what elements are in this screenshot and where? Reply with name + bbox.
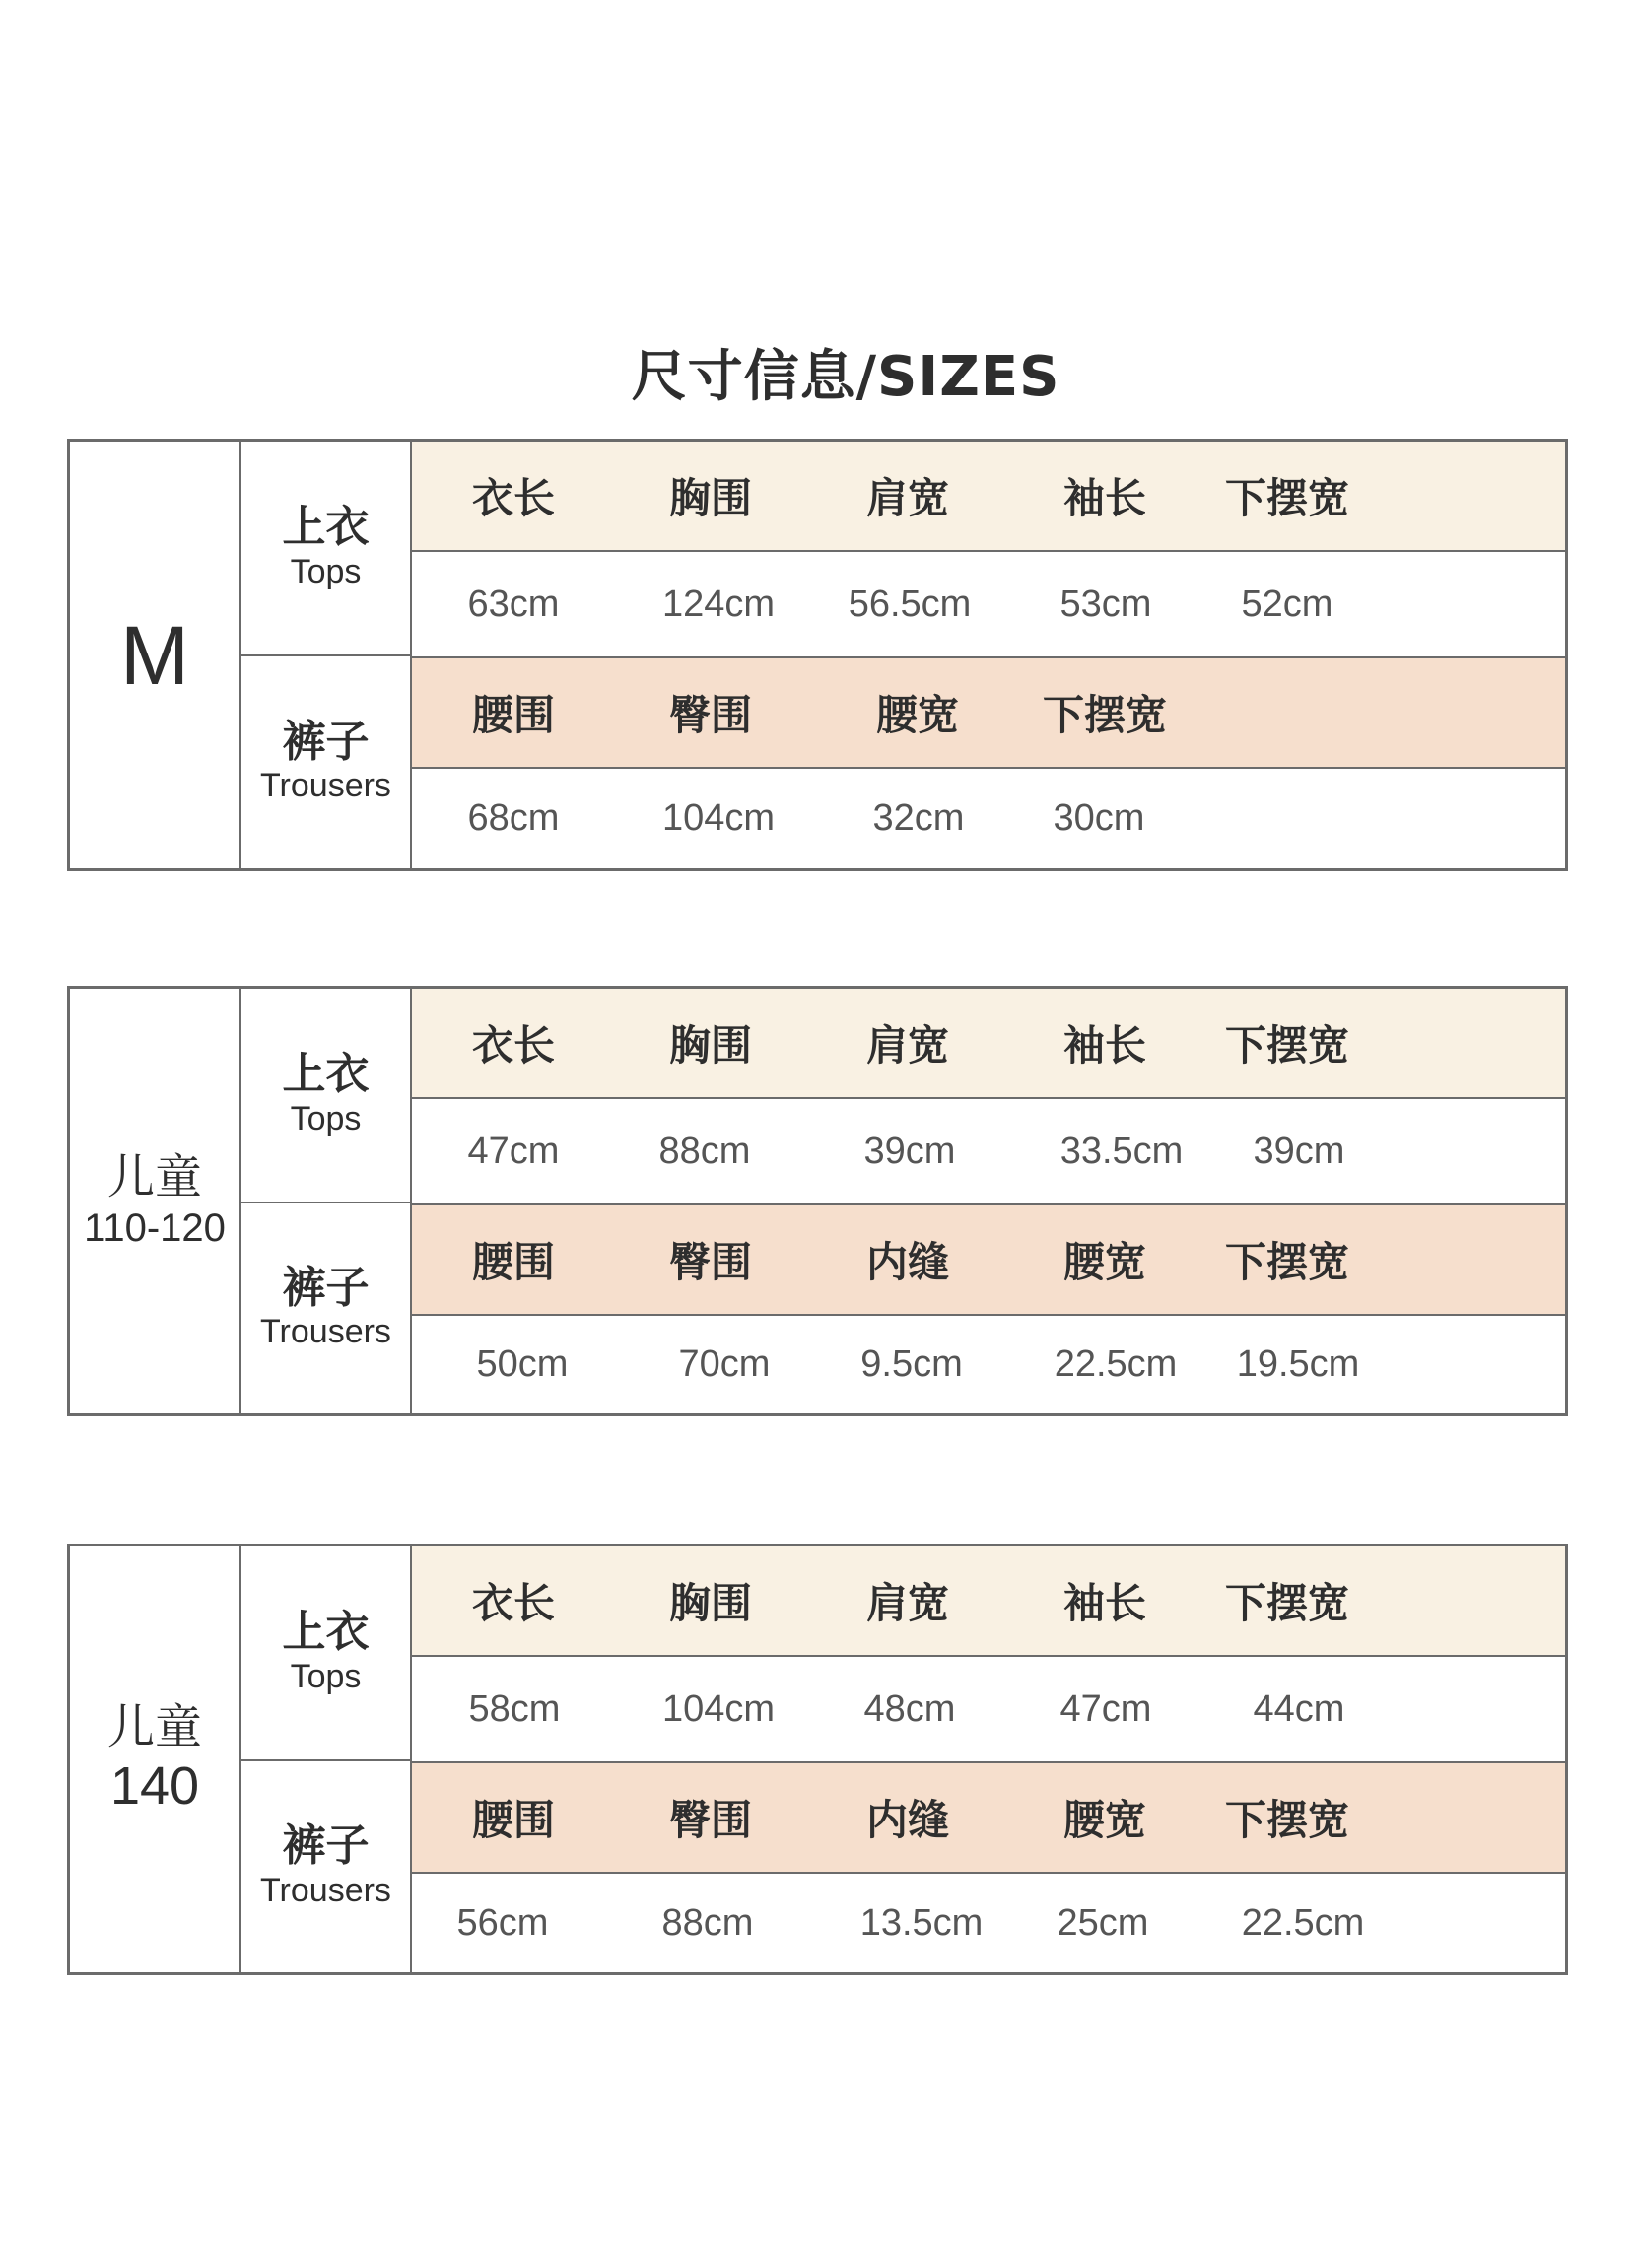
tops-label-en: Tops bbox=[290, 552, 362, 590]
value-cell: 48cm bbox=[863, 1687, 956, 1730]
header-cell: 下摆宽 bbox=[1042, 691, 1168, 739]
value-cell: 50cm bbox=[476, 1343, 569, 1385]
value-cell: 32cm bbox=[872, 797, 965, 839]
trousers-header-row bbox=[412, 1761, 1565, 1874]
tops-label-cell bbox=[241, 989, 412, 1203]
trousers-label-cell bbox=[241, 1761, 412, 1972]
size-label-cn: 儿童 bbox=[106, 1699, 202, 1754]
tops-header-row bbox=[412, 442, 1565, 552]
trousers-label-cn: 裤子 bbox=[282, 1821, 370, 1872]
size-label-cell bbox=[70, 989, 241, 1413]
tops-label-cell bbox=[241, 1546, 412, 1761]
value-cell: 22.5cm bbox=[1241, 1901, 1365, 1944]
header-cell: 臀围 bbox=[668, 1238, 753, 1286]
value-cell: 63cm bbox=[467, 583, 560, 625]
tops-value-row bbox=[412, 1657, 1565, 1761]
tops-label-cn: 上衣 bbox=[282, 1049, 370, 1100]
tops-header-row bbox=[412, 989, 1565, 1099]
header-cell: 衣长 bbox=[471, 474, 556, 522]
header-cell: 肩宽 bbox=[865, 1021, 950, 1069]
header-cell: 腰宽 bbox=[875, 691, 960, 739]
value-cell: 47cm bbox=[467, 1130, 560, 1172]
trousers-label-cell bbox=[241, 656, 412, 868]
trousers-header-row bbox=[412, 1203, 1565, 1316]
size-label: M bbox=[120, 608, 189, 702]
value-cell: 68cm bbox=[467, 797, 560, 839]
value-cell: 124cm bbox=[661, 583, 776, 625]
trousers-label-en: Trousers bbox=[260, 1313, 391, 1351]
trousers-label-en: Trousers bbox=[260, 1871, 391, 1909]
header-cell: 腰宽 bbox=[1062, 1238, 1147, 1286]
size-label-cell bbox=[70, 442, 241, 868]
header-cell: 胸围 bbox=[668, 1579, 753, 1627]
value-cell: 44cm bbox=[1253, 1687, 1345, 1730]
tops-label-cn: 上衣 bbox=[282, 1607, 370, 1658]
value-cell: 39cm bbox=[863, 1130, 956, 1172]
value-cell: 56.5cm bbox=[848, 583, 972, 625]
size-label-range: 140 bbox=[109, 1756, 200, 1817]
page-title: 尺寸信息/SIZES bbox=[631, 345, 1060, 409]
header-cell: 内缝 bbox=[865, 1796, 950, 1844]
value-cell: 104cm bbox=[661, 1687, 776, 1730]
trousers-label-cell bbox=[241, 1203, 412, 1413]
trousers-label-en: Trousers bbox=[260, 767, 391, 805]
value-cell: 39cm bbox=[1253, 1130, 1345, 1172]
trousers-header-row bbox=[412, 656, 1565, 769]
value-cell: 52cm bbox=[1241, 583, 1333, 625]
header-cell: 下摆宽 bbox=[1224, 1021, 1350, 1069]
tops-label-en: Tops bbox=[290, 1657, 362, 1695]
size-label-range: 110-120 bbox=[84, 1206, 226, 1251]
header-cell: 肩宽 bbox=[865, 474, 950, 522]
header-cell: 腰围 bbox=[471, 691, 556, 739]
header-cell: 臀围 bbox=[668, 691, 753, 739]
value-cell: 53cm bbox=[1059, 583, 1152, 625]
value-cell: 88cm bbox=[658, 1130, 751, 1172]
header-cell: 内缝 bbox=[865, 1238, 950, 1286]
value-cell: 47cm bbox=[1059, 1687, 1152, 1730]
tops-label-en: Tops bbox=[290, 1099, 362, 1137]
header-cell: 腰围 bbox=[471, 1238, 556, 1286]
header-cell: 下摆宽 bbox=[1224, 474, 1350, 522]
size-label-cn: 儿童 bbox=[106, 1148, 202, 1204]
size-table-kids-140 bbox=[67, 1544, 1568, 1975]
header-cell: 胸围 bbox=[668, 474, 753, 522]
header-cell: 下摆宽 bbox=[1224, 1238, 1350, 1286]
size-label-cell bbox=[70, 1546, 241, 1972]
size-table-kids-110-120 bbox=[67, 986, 1568, 1416]
trousers-value-row bbox=[412, 769, 1565, 868]
value-cell: 33.5cm bbox=[1059, 1130, 1184, 1172]
header-cell: 衣长 bbox=[471, 1021, 556, 1069]
header-cell: 衣长 bbox=[471, 1579, 556, 1627]
trousers-value-row bbox=[412, 1874, 1565, 1972]
value-cell: 70cm bbox=[678, 1343, 771, 1385]
value-cell: 13.5cm bbox=[859, 1901, 984, 1944]
header-cell: 袖长 bbox=[1062, 474, 1147, 522]
header-cell: 袖长 bbox=[1062, 1579, 1147, 1627]
size-table-m bbox=[67, 439, 1568, 871]
header-cell: 腰宽 bbox=[1062, 1796, 1147, 1844]
value-cell: 22.5cm bbox=[1054, 1343, 1178, 1385]
value-cell: 9.5cm bbox=[860, 1343, 963, 1385]
tops-value-row bbox=[412, 1099, 1565, 1203]
header-cell: 肩宽 bbox=[865, 1579, 950, 1627]
tops-value-row bbox=[412, 552, 1565, 656]
value-cell: 19.5cm bbox=[1236, 1343, 1360, 1385]
header-cell: 下摆宽 bbox=[1224, 1796, 1350, 1844]
header-cell: 下摆宽 bbox=[1224, 1579, 1350, 1627]
header-cell: 胸围 bbox=[668, 1021, 753, 1069]
tops-label-cn: 上衣 bbox=[282, 502, 370, 553]
tops-label-cell bbox=[241, 442, 412, 656]
value-cell: 104cm bbox=[661, 797, 776, 839]
header-cell: 臀围 bbox=[668, 1796, 753, 1844]
header-cell: 袖长 bbox=[1062, 1021, 1147, 1069]
trousers-label-cn: 裤子 bbox=[282, 1262, 370, 1313]
value-cell: 58cm bbox=[468, 1687, 561, 1730]
trousers-value-row bbox=[412, 1316, 1565, 1413]
value-cell: 56cm bbox=[456, 1901, 549, 1944]
value-cell: 30cm bbox=[1053, 797, 1145, 839]
value-cell: 25cm bbox=[1057, 1901, 1149, 1944]
trousers-label-cn: 裤子 bbox=[282, 716, 370, 767]
value-cell: 88cm bbox=[661, 1901, 754, 1944]
tops-header-row bbox=[412, 1546, 1565, 1657]
header-cell: 腰围 bbox=[471, 1796, 556, 1844]
